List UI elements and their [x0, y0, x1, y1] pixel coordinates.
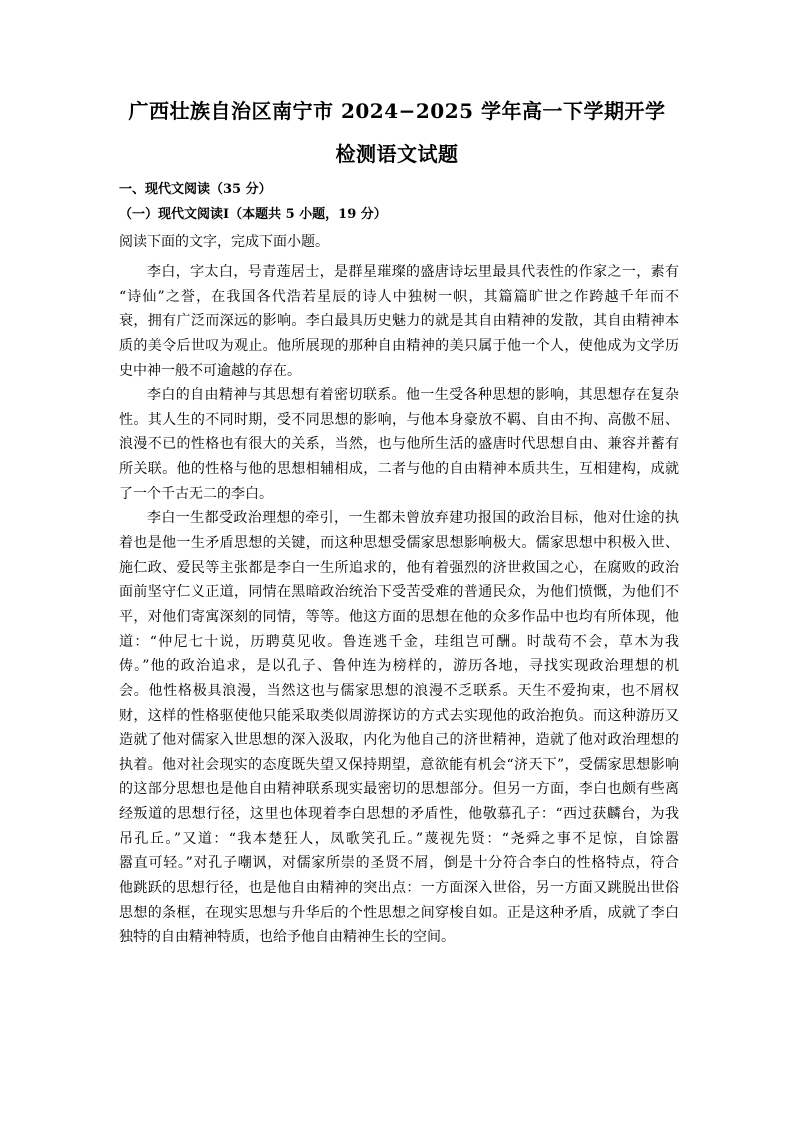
reading-passage [119, 260, 679, 950]
passage-line: 衰，拥有广泛而深远的影响。李白最具历史魅力的就是其自由精神的发散，其自由精神本 [119, 313, 679, 330]
passage-line: 思想的条框，在现实思想与升华后的个性思想之间穿梭自如。正是这种矛盾，成就了李白 [119, 904, 679, 921]
passage-line: 经叛道的思想行径，这里也体现着李白思想的矛盾性，他敬慕孔子：“西过获麟台，为我 [119, 806, 679, 823]
passage-line: 造就了他对儒家入世思想的深入汲取，内化为他自己的济世精神，造就了他对政治理想的 [119, 732, 679, 749]
passage-line: 李白，字太白，号青莲居士，是群星璀璨的盛唐诗坛里最具代表性的作家之一，素有 [147, 264, 679, 280]
passage-line: 了一个千古无二的李白。 [119, 485, 273, 502]
passage-line: 独特的自由精神特质，也给予他自由精神生长的空间。 [119, 929, 455, 946]
passage-line: 的这部分思想也是他自由精神联系现实最密切的思想部分。但另一方面，李白也颇有些离 [119, 781, 679, 798]
passage-line: 李白的自由精神与其思想有着密切联系。他一生受各种思想的影响，其思想存在复杂 [147, 387, 679, 404]
passage-line: 施仁政、爱民等主张都是李白一生所追求的，他有着强烈的济世救国之心，在腐败的政治 [119, 559, 679, 576]
document-title-line-2: 检测语文试题 [335, 142, 459, 166]
reading-instruction: 阅读下面的文字，完成下面小题。 [119, 234, 329, 250]
document-title-line-1: 广西壮族自治区南宁市 2024−2025 学年高一下学期开学 [128, 99, 666, 123]
passage-line: 执着。他对社会现实的态度既失望又保持期望，意欲能有机会“济天下”，受儒家思想影响 [119, 756, 679, 773]
passage-line: 李白一生都受政治理想的牵引，一生都未曾放弃建功报国的政治目标，他对仕途的执 [147, 510, 679, 527]
passage-line: 质的美令后世叹为观止。他所展现的那种自由精神的美只属于他一个人，使他成为文学历 [119, 337, 679, 354]
passage-line: 面前坚守仁义正道，同情在黑暗政治统治下受苦受难的普通民众，为他们愤慨，为他们不 [119, 584, 679, 601]
passage-line: 着也是他一生矛盾思想的关键，而这种思想受儒家思想影响极大。儒家思想中积极入世、 [119, 535, 679, 552]
passage-line: 史中神一般不可逾越的存在。 [119, 362, 301, 379]
passage-line: 平，对他们寄寓深刻的同情，等等。他这方面的思想在他的众多作品中也均有所体现，他 [119, 608, 679, 625]
passage-line: 嚣直可轻。”对孔子嘲讽，对儒家所崇的圣贤不屑，倒是十分符合李白的性格特点，符合 [119, 855, 679, 872]
passage-line: 道：“仲尼七十说，历聘莫见收。鲁连逃千金，珪组岂可酬。时哉苟不会，草木为我 [119, 633, 679, 650]
passage-line: 俦。”他的政治追求，是以孔子、鲁仲连为榜样的，游历各地，寻找实现政治理想的机 [119, 658, 679, 675]
passage-line: 财，这样的性格驱使他只能采取类似周游探访的方式去实现他的政治抱负。而这种游历又 [119, 707, 679, 724]
passage-line: 会。他性格极具浪漫，当然这也与儒家思想的浪漫不乏联系。天生不爱拘束，也不屑权 [119, 682, 679, 699]
passage-line: 吊孔丘。”又道：“我本楚狂人，凤歌笑孔丘。”蔑视先贤：“尧舜之事不足惊，自馀嚣 [119, 830, 679, 847]
passage-line: 性。其人生的不同时期，受不同思想的影响，与他本身豪放不羁、自由不拘、高傲不屈、 [119, 411, 679, 428]
subsection-heading-reading-1: （一）现代文阅读Ⅰ（本题共 5 小题，19 分） [119, 207, 387, 222]
passage-line: 浪漫不已的性格也有很大的关系，当然，也与他所生活的盛唐时代思想自由、兼容并蓄有 [119, 436, 679, 453]
passage-line: 他跳跃的思想行径，也是他自由精神的突出点：一方面深入世俗，另一方面又跳脱出世俗 [119, 880, 679, 897]
passage-line: “诗仙”之誉，在我国各代浩若星辰的诗人中独树一帜，其篇篇旷世之作跨越千年而不 [119, 288, 679, 305]
passage-line: 所关联。他的性格与他的思想相辅相成，二者与他的自由精神本质共生，互相建构，成就 [119, 461, 679, 478]
section-heading-modern-reading: 一、现代文阅读（35 分） [119, 182, 272, 197]
